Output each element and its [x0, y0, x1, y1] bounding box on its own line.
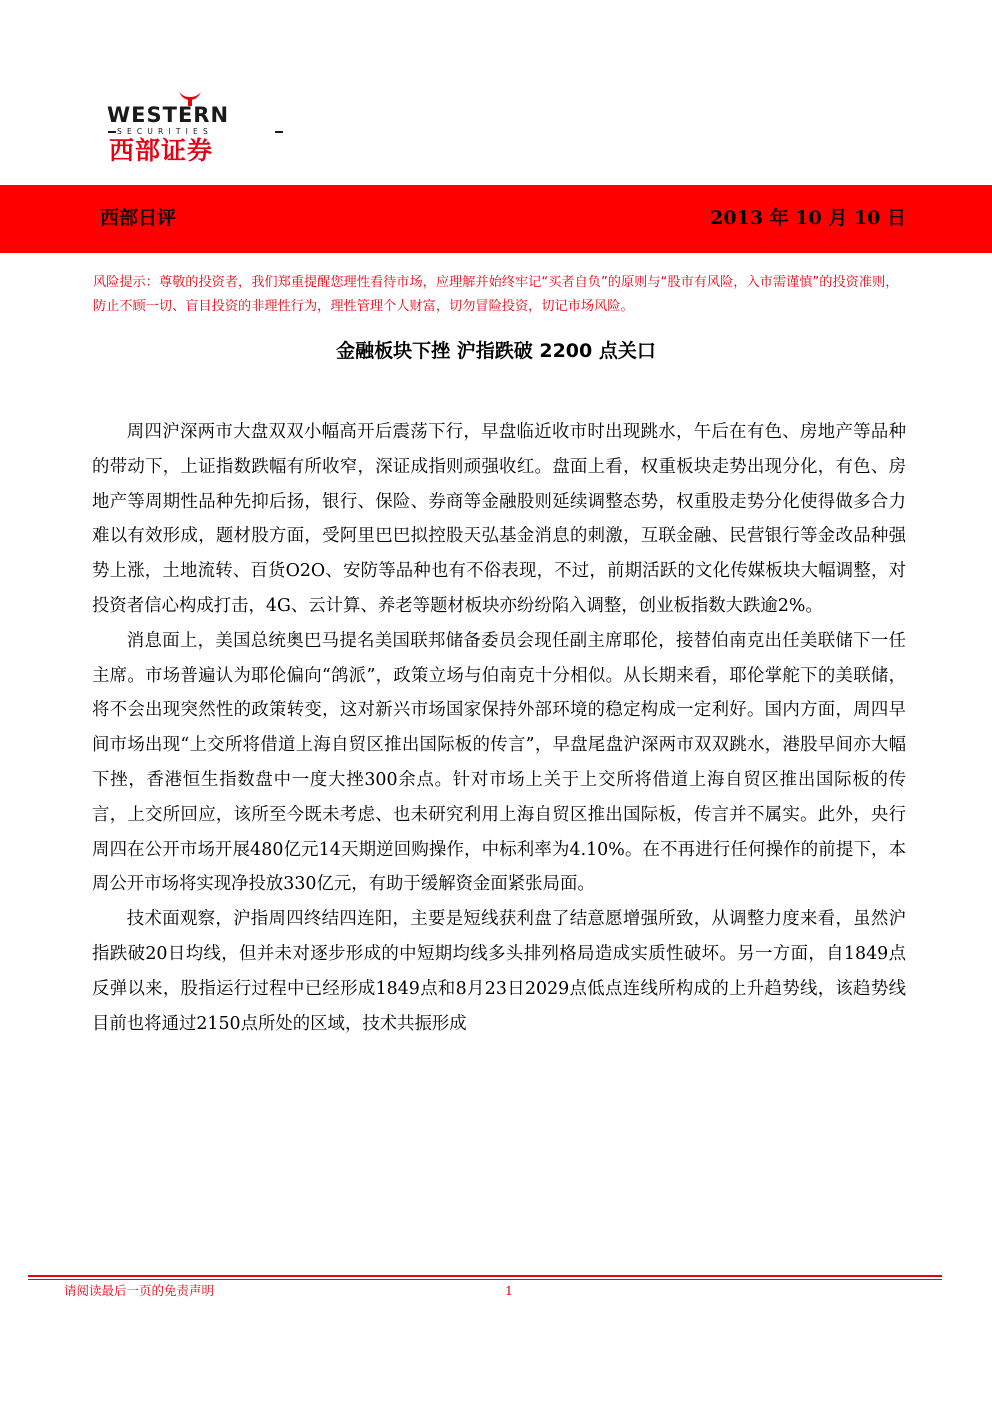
logo-rule-right	[275, 131, 283, 133]
article-title: 金融板块下挫 沪指跌破 2200 点关口	[336, 340, 656, 362]
body-paragraph: 周四沪深两市大盘双双小幅高开后震荡下行，早盘临近收市时出现跳水，午后在有色、房地产等品种的带动下，上证指数跌幅有所收窄，深证成指则顽强收红。盘面上看，权重板块走势出现分化，有色、房地产等周期性品种先抑后扬，银行、保险、券商等金融股则延续调整态势，权重股走势分化使得做多合力难以有效形成，题材股方面，受阿里巴巴拟控股天弘基金消息的刺激，互联金融、民营银行等金改品种强势上涨，土地流转、百货O2O、安防等品种也有不俗表现，不过，前期活跃的文化传媒板块大幅调整，对投资者信心构成打击，4G、云计算、养老等题材板块亦纷纷陷入调整，创业板指数大跌逾2%。	[92, 422, 906, 616]
header-banner	[0, 185, 992, 253]
logo-chinese-name: 西部证券	[109, 136, 214, 165]
logo-wordmark: WESTERN	[107, 103, 230, 127]
logo-rule-left	[108, 131, 116, 133]
logo-subtitle: SECURITIES	[117, 127, 213, 136]
footer-disclaimer-note: 请阅读最后一页的免责声明	[64, 1283, 215, 1298]
article-body	[92, 415, 906, 1041]
risk-notice: 风险提示：尊敬的投资者，我们郑重提醒您理性看待市场，应理解并始终牢记“买者自负”的原则与“股市有风险，入市需谨慎”的投资准则，防止不顾一切、盲目投资的非理性行为，理性管理个人财富，切勿冒险投资，切记市场风险。	[93, 275, 899, 314]
footer-rule-thin	[28, 1279, 942, 1280]
body-paragraph: 技术面观察，沪指周四终结四连阳，主要是短线获利盘了结意愿增强所致，从调整力度来看，虽然沪指跌破20日均线，但并未对逐步形成的中短期均线多头排列格局造成实质性破坏。另一方面，自1849点反弹以来，股指运行过程中已经形成1849点和8月23日2029点低点连线所构成的上升趋势线，该趋势线目前也将通过2150点所处的区域，技术共振形成	[92, 909, 906, 1034]
report-date: 2013 年 10 月 10 日	[710, 207, 906, 229]
body-paragraph: 消息面上，美国总统奥巴马提名美国联邦储备委员会现任副主席耶伦，接替伯南克出任美联储下一任主席。市场普遍认为耶伦偏向“鸽派”，政策立场与伯南克十分相似。从长期来看，耶伦掌舵下的美联储，将不会出现突然性的政策转变，这对新兴市场国家保持外部环境的稳定构成一定利好。国内方面，周四早间市场出现“上交所将借道上海自贸区推出国际板的传言”，早盘尾盘沪深两市双双跳水，港股早间亦大幅下挫，香港恒生指数盘中一度大挫300余点。针对市场上关于上交所将借道上海自贸区推出国际板的传言，上交所回应，该所至今既未考虑、也未研究利用上海自贸区推出国际板，传言并不属实。此外，央行周四在公开市场开展480亿元14天期逆回购操作，中标利率为4.10%。在不再进行任何操作的前提下，本周公开市场将实现净投放330亿元，有助于缓解资金面紧张局面。	[92, 630, 906, 895]
western-securities-logo	[107, 104, 282, 164]
report-name: 西部日评	[100, 207, 177, 229]
page-number: 1	[505, 1283, 513, 1298]
footer-rule	[28, 1275, 942, 1277]
